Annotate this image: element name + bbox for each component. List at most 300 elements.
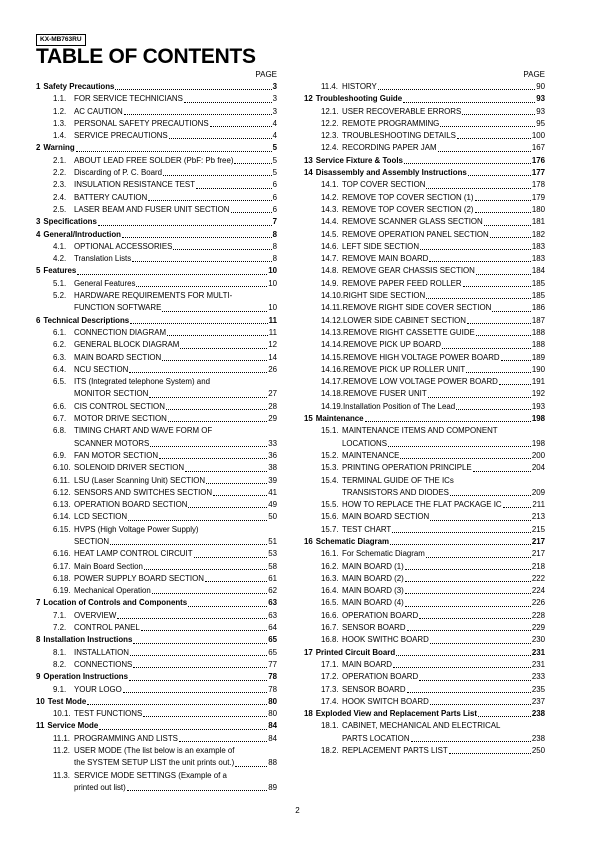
toc-subsection[interactable] [304, 684, 545, 696]
toc-entry-title [321, 376, 498, 388]
toc-entry-page: 50 [268, 512, 277, 522]
toc-entry-title [53, 499, 187, 511]
toc-subsection[interactable] [36, 167, 277, 179]
toc-entry-number: 6.4. [53, 364, 67, 374]
toc-subsection[interactable] [304, 499, 545, 511]
toc-entry-row [304, 413, 545, 425]
toc-entry-text: POWER SUPPLY BOARD SECTION [74, 573, 204, 583]
toc-entry-number: 11.1. [53, 733, 70, 743]
toc-entry-title [321, 450, 399, 462]
dot-leader [392, 532, 531, 533]
toc-subsection[interactable] [36, 130, 277, 142]
toc-entry-title [53, 130, 168, 142]
toc-entry-number: 16 [304, 536, 313, 546]
toc-entry-number: 14.14. [321, 340, 343, 350]
toc-section[interactable] [36, 81, 277, 93]
toc-subsection[interactable] [36, 290, 277, 315]
toc-entry-page: 250 [531, 746, 545, 756]
toc-subsection[interactable] [304, 253, 545, 265]
toc-subsection[interactable] [36, 192, 277, 204]
dot-leader [152, 593, 267, 594]
toc-subsection[interactable] [304, 524, 545, 536]
toc-entry-page: 176 [531, 155, 545, 165]
dot-leader [442, 348, 531, 349]
toc-subsection[interactable] [304, 585, 545, 597]
toc-entry-row [53, 450, 277, 462]
toc-subsection[interactable] [36, 659, 277, 671]
toc-entry-text: CONNECTIONS [74, 659, 133, 669]
toc-entry-text: MAIN BOARD SECTION [342, 512, 430, 522]
toc-entry-text: CABINET, MECHANICAL AND ELECTRICAL [342, 721, 501, 731]
toc-entry-text: Disassembly and Assembly Instructions [315, 168, 467, 178]
toc-subsection[interactable] [36, 585, 277, 597]
toc-entry-page: 10 [268, 266, 277, 276]
toc-entry-row [53, 708, 277, 720]
toc-entry-number: 6.14. [53, 512, 71, 522]
toc-entry-title [321, 671, 418, 683]
toc-entry-row [53, 511, 277, 523]
toc-entry-number: 6 [36, 315, 41, 325]
toc-entry-text: USER RECOVERABLE ERRORS [342, 106, 462, 116]
toc-subsection[interactable] [36, 573, 277, 585]
toc-entry-number: 16.8. [321, 635, 339, 645]
toc-entry-text: PROGRAMMING AND LISTS [74, 733, 178, 743]
toc-subsection[interactable] [36, 548, 277, 560]
toc-entry-text: REMOVE HIGH VOLTAGE POWER BOARD [342, 352, 500, 362]
toc-entry-page: 51 [268, 536, 277, 546]
toc-section[interactable] [36, 142, 277, 154]
toc-entry-text: Translation Lists [74, 254, 132, 264]
toc-subsection[interactable] [36, 487, 277, 499]
toc-subsection[interactable] [304, 388, 545, 400]
toc-entry-text: MOTOR DRIVE SECTION [74, 414, 167, 424]
toc-entry-row [321, 634, 545, 646]
toc-subsection[interactable] [36, 745, 277, 770]
dot-leader [127, 790, 267, 791]
toc-entry-page: 7 [272, 217, 277, 227]
toc-section[interactable] [36, 216, 277, 228]
toc-entry-row [321, 204, 545, 216]
toc-subsection[interactable] [304, 278, 545, 290]
toc-entry-text: TIMING CHART AND WAVE FORM OF [74, 426, 213, 436]
toc-subsection[interactable] [36, 450, 277, 462]
toc-entry-title [53, 708, 142, 720]
toc-entry-row [53, 684, 277, 696]
toc-subsection[interactable] [36, 278, 277, 290]
toc-subsection[interactable] [304, 401, 545, 413]
toc-entry-page: 226 [531, 598, 545, 608]
toc-subsection[interactable] [304, 179, 545, 191]
toc-column-right [304, 68, 545, 757]
toc-subsection[interactable] [36, 106, 277, 118]
toc-section[interactable] [36, 720, 277, 732]
toc-entry-row [321, 622, 545, 634]
toc-entry-page: 5 [272, 143, 277, 153]
page-column-header: PAGE [523, 70, 545, 79]
toc-entry-row [321, 315, 545, 327]
toc-entry-number: 18 [304, 709, 313, 719]
toc-subsection[interactable] [304, 118, 545, 130]
toc-subsection[interactable] [304, 561, 545, 573]
toc-subsection[interactable] [304, 720, 545, 745]
toc-entry-page: 217 [531, 536, 545, 546]
dot-leader [143, 716, 267, 717]
dot-leader [390, 544, 531, 545]
toc-entry-text: Mechanical Operation [74, 586, 151, 596]
toc-entry-text: SOLENOID DRIVER SECTION [74, 463, 185, 473]
toc-entry-title [53, 770, 227, 782]
toc-entry-title [321, 118, 439, 130]
toc-entry-row [53, 241, 277, 253]
toc-entry-text: LSU (Laser Scanning Unit) SECTION [74, 475, 206, 485]
toc-entry-row [321, 659, 545, 671]
toc-entry-text: Location of Controls and Components [43, 598, 188, 608]
toc-entry-number: 14.1. [321, 180, 339, 190]
toc-entry-title [36, 216, 97, 228]
toc-section[interactable] [36, 696, 277, 708]
dot-leader [194, 557, 268, 558]
toc-entry-text: Troubleshooting Guide [315, 94, 403, 104]
toc-entry-number: 15 [304, 414, 313, 424]
toc-subsection[interactable] [304, 511, 545, 523]
toc-entry-text: REMOTE PROGRAMMING [342, 118, 440, 128]
toc-entry-row [53, 93, 277, 105]
toc-entry-row [53, 745, 277, 757]
toc-entry-title [53, 118, 209, 130]
toc-entry-continuation: printed out list) [74, 782, 126, 792]
toc-subsection[interactable] [304, 475, 545, 500]
toc-subsection[interactable] [36, 241, 277, 253]
toc-section[interactable] [304, 413, 545, 425]
toc-subsection[interactable] [304, 327, 545, 339]
toc-entry-row [53, 339, 277, 351]
toc-entry-title [321, 561, 404, 573]
toc-entry-row [53, 757, 277, 769]
toc-entry-text: CONNECTION DIAGRAM [74, 327, 167, 337]
toc-entry-text: PRINTING OPERATION PRINCIPLE [342, 463, 472, 473]
dot-leader [149, 397, 267, 398]
toc-entry-page: 177 [531, 168, 545, 178]
toc-subsection[interactable] [304, 241, 545, 253]
toc-subsection[interactable] [36, 364, 277, 376]
toc-entry-number: 11.2. [53, 746, 70, 756]
toc-entry-row [53, 167, 277, 179]
toc-section[interactable] [304, 155, 545, 167]
toc-entry-number: 6.12. [53, 487, 71, 497]
toc-subsection[interactable] [304, 290, 545, 302]
toc-entry-page: 11 [268, 327, 277, 337]
toc-entry-number: 16.4. [321, 586, 339, 596]
toc-entry-number: 16.2. [321, 561, 339, 571]
toc-entry-number: 12.1. [321, 106, 339, 116]
toc-subsection[interactable] [304, 106, 545, 118]
toc-entry-number: 6.1. [53, 327, 67, 337]
toc-entry-title [53, 327, 166, 339]
toc-subsection[interactable] [304, 339, 545, 351]
toc-section[interactable] [304, 536, 545, 548]
toc-entry-text: Service Fixture & Tools [315, 155, 403, 165]
toc-section[interactable] [36, 671, 277, 683]
toc-entry-page: 191 [531, 377, 545, 387]
toc-entry-text: General Features [74, 278, 136, 288]
toc-entry-text: REMOVE PICK UP ROLLER UNIT [342, 364, 466, 374]
toc-entries-left [36, 81, 277, 794]
toc-entry-row [53, 179, 277, 191]
toc-subsection[interactable] [304, 142, 545, 154]
toc-entry-page: 198 [531, 438, 545, 448]
dot-leader [405, 581, 531, 582]
dot-leader [235, 766, 267, 767]
toc-subsection[interactable] [36, 733, 277, 745]
toc-entry-text: INSULATION RESISTANCE TEST [74, 180, 196, 190]
toc-subsection[interactable] [36, 561, 277, 573]
toc-subsection[interactable] [36, 204, 277, 216]
toc-entry-text: USER MODE (The list below is an example of [74, 746, 235, 756]
toc-entry-text: AC CAUTION [74, 106, 123, 116]
dot-leader [122, 237, 272, 238]
toc-entry-text: MAINTENANCE [342, 450, 400, 460]
toc-entry-title [53, 524, 199, 536]
toc-subsection[interactable] [36, 475, 277, 487]
toc-entry-title [321, 204, 474, 216]
toc-entry-title [321, 315, 466, 327]
toc-entry-text: Main Board Section [74, 561, 143, 571]
toc-subsection[interactable] [304, 573, 545, 585]
toc-entry-text: REMOVE GEAR CHASSIS SECTION [342, 266, 475, 276]
toc-entry-title [53, 155, 233, 167]
toc-subsection[interactable] [36, 118, 277, 130]
toc-subsection[interactable] [36, 155, 277, 167]
toc-entry-text: ITS (Integrated telephone System) and [74, 377, 210, 387]
toc-subsection[interactable] [304, 745, 545, 757]
toc-subsection[interactable] [36, 511, 277, 523]
toc-entry-title [321, 548, 425, 560]
toc-subsection[interactable] [304, 81, 545, 93]
toc-entry-page: 5 [272, 155, 277, 165]
dot-leader [166, 409, 267, 410]
dot-leader [388, 446, 531, 447]
toc-entry-title [321, 81, 377, 93]
toc-subsection[interactable] [36, 93, 277, 105]
toc-entry-number: 15.4. [321, 475, 339, 485]
toc-entry-text: HISTORY [342, 82, 377, 91]
dot-leader [169, 138, 272, 139]
toc-subsection[interactable] [304, 376, 545, 388]
toc-entry-number: 6.19. [53, 586, 71, 596]
toc-entry-page: 190 [531, 364, 545, 374]
toc-entry-text: FAN MOTOR SECTION [74, 450, 159, 460]
dot-leader [440, 126, 535, 127]
toc-entry-page: 90 [536, 82, 545, 91]
dot-leader [430, 643, 531, 644]
toc-subsection[interactable] [36, 376, 277, 401]
toc-subsection[interactable] [304, 192, 545, 204]
toc-entry-page: 3 [272, 94, 277, 104]
toc-subsection[interactable] [304, 130, 545, 142]
toc-subsection[interactable] [304, 265, 545, 277]
toc-entry-page: 80 [268, 696, 277, 706]
dot-leader [426, 557, 531, 558]
toc-subsection[interactable] [304, 302, 545, 314]
toc-section[interactable] [36, 315, 277, 327]
toc-entry-page: 77 [268, 659, 277, 669]
dot-leader [98, 225, 272, 226]
toc-subsection[interactable] [304, 425, 545, 450]
toc-entry-row [321, 192, 545, 204]
toc-subsection[interactable] [304, 462, 545, 474]
toc-entry-number: 7 [36, 598, 41, 608]
dot-leader [411, 741, 531, 742]
toc-subsection[interactable] [304, 622, 545, 634]
toc-entry-title [53, 733, 178, 745]
toc-entry-number: 16.6. [321, 610, 339, 620]
toc-entry-title [53, 462, 184, 474]
page-title: TABLE OF CONTENTS [36, 45, 256, 68]
toc-entry-page: 65 [268, 635, 277, 645]
toc-entry-page: 235 [531, 684, 545, 694]
toc-entry-row [36, 720, 277, 732]
toc-entry-row [36, 265, 277, 277]
toc-entry-row [321, 499, 545, 511]
toc-entry-page: 78 [268, 672, 277, 682]
toc-section[interactable] [36, 229, 277, 241]
toc-entry-number: 1.4. [53, 131, 67, 141]
toc-entry-text: MAIN BOARD (3) [342, 586, 404, 596]
toc-entry-row [53, 352, 277, 364]
toc-entry-title [321, 388, 427, 400]
toc-subsection[interactable] [304, 352, 545, 364]
toc-entry-row [53, 462, 277, 474]
toc-entry-text: MAINTENANCE ITEMS AND COMPONENT [342, 426, 498, 436]
dot-leader [405, 593, 531, 594]
toc-subsection[interactable] [36, 425, 277, 450]
toc-subsection[interactable] [36, 253, 277, 265]
toc-subsection[interactable] [304, 696, 545, 708]
toc-subsection[interactable] [36, 524, 277, 549]
toc-entry-row [36, 671, 277, 683]
toc-subsection[interactable] [304, 364, 545, 376]
toc-subsection[interactable] [304, 659, 545, 671]
toc-entry-continuation: SCANNER MOTORS [74, 438, 150, 448]
toc-section[interactable] [36, 634, 277, 646]
toc-subsection[interactable] [304, 671, 545, 683]
toc-subsection[interactable] [304, 597, 545, 609]
toc-entry-title [321, 425, 498, 437]
toc-subsection[interactable] [304, 229, 545, 241]
toc-entry-number: 16.7. [321, 623, 339, 633]
dot-leader [185, 471, 267, 472]
toc-entry-page: 100 [531, 131, 545, 141]
toc-entry-number: 14 [304, 168, 313, 178]
toc-entry-number: 10.1. [53, 709, 71, 719]
dot-leader [503, 507, 532, 508]
toc-subsection[interactable] [304, 216, 545, 228]
toc-entry-title [53, 376, 210, 388]
toc-entry-row [36, 597, 277, 609]
toc-subsection[interactable] [36, 499, 277, 511]
toc-subsection[interactable] [36, 622, 277, 634]
toc-entry-text: MAIN BOARD SECTION [74, 352, 162, 362]
toc-entry-row [321, 401, 545, 413]
dot-leader [132, 261, 271, 262]
toc-subsection[interactable] [36, 770, 277, 795]
toc-entry-number: 7.2. [53, 623, 67, 633]
toc-section[interactable] [36, 265, 277, 277]
toc-entry-row [36, 634, 277, 646]
toc-subsection[interactable] [36, 179, 277, 191]
toc-entry-title [53, 561, 143, 573]
dot-leader [466, 372, 531, 373]
toc-entry-text: PERSONAL SAFETY PRECAUTIONS [74, 118, 209, 128]
toc-subsection[interactable] [304, 315, 545, 327]
dot-leader [148, 200, 271, 201]
toc-entry-page: 10 [268, 303, 277, 313]
toc-entry-title [321, 684, 406, 696]
toc-subsection[interactable] [304, 634, 545, 646]
dot-leader [467, 323, 531, 324]
toc-subsection[interactable] [36, 610, 277, 622]
toc-subsection[interactable] [304, 548, 545, 560]
dot-leader [426, 188, 530, 189]
toc-entry-number: 17.1. [321, 659, 339, 669]
toc-entry-title [321, 302, 491, 314]
toc-section[interactable] [304, 93, 545, 105]
toc-entry-page: 179 [531, 192, 545, 202]
toc-subsection[interactable] [304, 204, 545, 216]
toc-subsection[interactable] [36, 462, 277, 474]
toc-section[interactable] [304, 708, 545, 720]
toc-entry-title [321, 610, 418, 622]
toc-entry-text: REMOVE RIGHT SIDE COVER SECTION [342, 303, 492, 313]
toc-subsection[interactable] [36, 339, 277, 351]
toc-entry-text: TEST FUNCTIONS [74, 709, 143, 719]
toc-entry-row [321, 241, 545, 253]
toc-subsection[interactable] [36, 647, 277, 659]
toc-entry-title [53, 241, 172, 253]
toc-section[interactable] [36, 597, 277, 609]
toc-section[interactable] [304, 647, 545, 659]
toc-entry-row [321, 462, 545, 474]
dot-leader [476, 274, 531, 275]
toc-subsection[interactable] [36, 401, 277, 413]
toc-entry-page: 233 [531, 672, 545, 682]
toc-entry-number: 5 [36, 266, 41, 276]
dot-leader [407, 630, 531, 631]
toc-entry-number: 14.5. [321, 229, 339, 239]
toc-entry-text: OPERATION BOARD [342, 610, 419, 620]
toc-subsection[interactable] [304, 450, 545, 462]
toc-subsection[interactable] [36, 708, 277, 720]
dot-leader [475, 212, 531, 213]
toc-entry-text: SENSOR BOARD [342, 623, 406, 633]
toc-entry-number: 6.7. [53, 414, 67, 424]
toc-entry-continuation: the SYSTEM SETUP LIST the unit prints out.) [74, 758, 235, 768]
toc-entry-page: 27 [268, 389, 277, 399]
toc-entry-text: LASER BEAM AND FUSER UNIT SECTION [74, 204, 230, 214]
toc-subsection[interactable] [36, 684, 277, 696]
toc-entry-title [321, 142, 437, 154]
toc-subsection[interactable] [36, 352, 277, 364]
dot-leader [428, 397, 531, 398]
toc-entry-title [53, 511, 127, 523]
toc-subsection[interactable] [36, 413, 277, 425]
dot-leader [162, 311, 267, 312]
toc-entry-page: 6 [272, 192, 277, 202]
toc-subsection[interactable] [36, 327, 277, 339]
toc-entry-row [321, 302, 545, 314]
toc-section[interactable] [304, 167, 545, 179]
toc-subsection[interactable] [304, 610, 545, 622]
